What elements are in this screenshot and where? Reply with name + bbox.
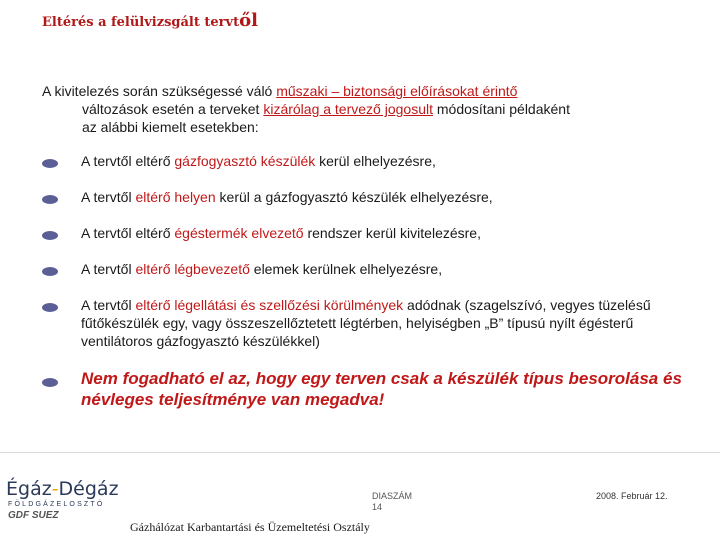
logo-brand-a: Égáz: [6, 478, 52, 500]
slide-number: 14: [372, 502, 383, 512]
footer-divider: [0, 452, 720, 453]
slide-title: [42, 10, 258, 31]
bullet-text: A tervtől: [81, 297, 136, 313]
company-logo: [6, 478, 118, 521]
logo-subtitle: FÖLDGÁZELOSZTÓ: [8, 501, 105, 508]
footer-department: Gázhálózat Karbantartási és Üzemeltetési Osztály: [130, 520, 370, 534]
intro-highlight-2: kizárólag a tervező jogosult: [263, 101, 433, 117]
slide-title-main: Eltérés a felülvizsgált tervt: [42, 15, 240, 30]
bullet-icon: [42, 159, 58, 168]
bullet-highlight: eltérő légellátási és szellőzési körülmények: [135, 297, 404, 313]
bullet-text: elemek kerülnek elhelyezésre,: [249, 261, 443, 277]
bullet-text: rendszer kerül kivitelezésre,: [303, 225, 481, 241]
intro-text-2: változások esetén a terveket: [82, 101, 264, 117]
bullet-icon: [42, 303, 58, 312]
intro-indent-line-2: az alábbi kiemelt esetekben:: [82, 119, 259, 135]
bullet-icon: [42, 231, 58, 240]
intro-text-1: A kivitelezés során szükségessé váló: [42, 83, 277, 99]
emphasis-item: [42, 368, 682, 410]
slide-number-block: [372, 491, 412, 513]
bullet-highlight: égéstermék elvezető: [174, 225, 304, 241]
list-item: [42, 188, 682, 206]
logo-brand-sep: -: [51, 478, 59, 500]
emphasis-text: Nem fogadható el az, hogy egy terven csak a készülék típus besorolása és névleges teljesítménye van megadva!: [81, 369, 682, 409]
list-item: [42, 224, 682, 242]
bullet-icon: [42, 378, 58, 387]
list-item: [42, 296, 682, 350]
bullet-list: [42, 152, 682, 428]
bullet-text: A tervtől: [81, 189, 136, 205]
intro-text-3: módosítani példaként: [432, 101, 570, 117]
list-item: [42, 260, 682, 278]
bullet-text: kerül a gázfogyasztó készülék elhelyezésre,: [215, 189, 493, 205]
bullet-text: kerül elhelyezésre,: [315, 153, 436, 169]
bullet-icon: [42, 267, 58, 276]
bullet-highlight: eltérő légbevezető: [135, 261, 250, 277]
intro-indent-line-1: [42, 100, 692, 118]
bullet-text: A tervtől: [81, 261, 136, 277]
logo-brand-b: Dégáz: [58, 478, 119, 500]
bullet-text: A tervtől eltérő: [81, 225, 175, 241]
bullet-highlight: gázfogyasztó készülék: [174, 153, 316, 169]
intro-highlight-1: műszaki – biztonsági előírásokat érintő: [276, 83, 518, 99]
intro-paragraph: [42, 82, 692, 136]
logo-brand: [6, 478, 118, 500]
bullet-text: A tervtől eltérő: [81, 153, 175, 169]
slide-number-label: DIASZÁM: [372, 491, 413, 501]
footer-date: 2008. Február 12.: [596, 491, 668, 501]
bullet-highlight: eltérő helyen: [135, 189, 216, 205]
slide-title-tail: ől: [239, 10, 258, 31]
bullet-text: adódnak (szagelszívó, vegyes tüzelésű fűtőkészülék egy, vagy összeszellőztetett légtérben, helyiségben „B” típusú nyílt égésterű ventilátoros gázfogyasztó készülékkel): [81, 297, 651, 349]
logo-partner: GDF SUEZ: [8, 510, 59, 521]
list-item: [42, 152, 682, 170]
bullet-icon: [42, 195, 58, 204]
